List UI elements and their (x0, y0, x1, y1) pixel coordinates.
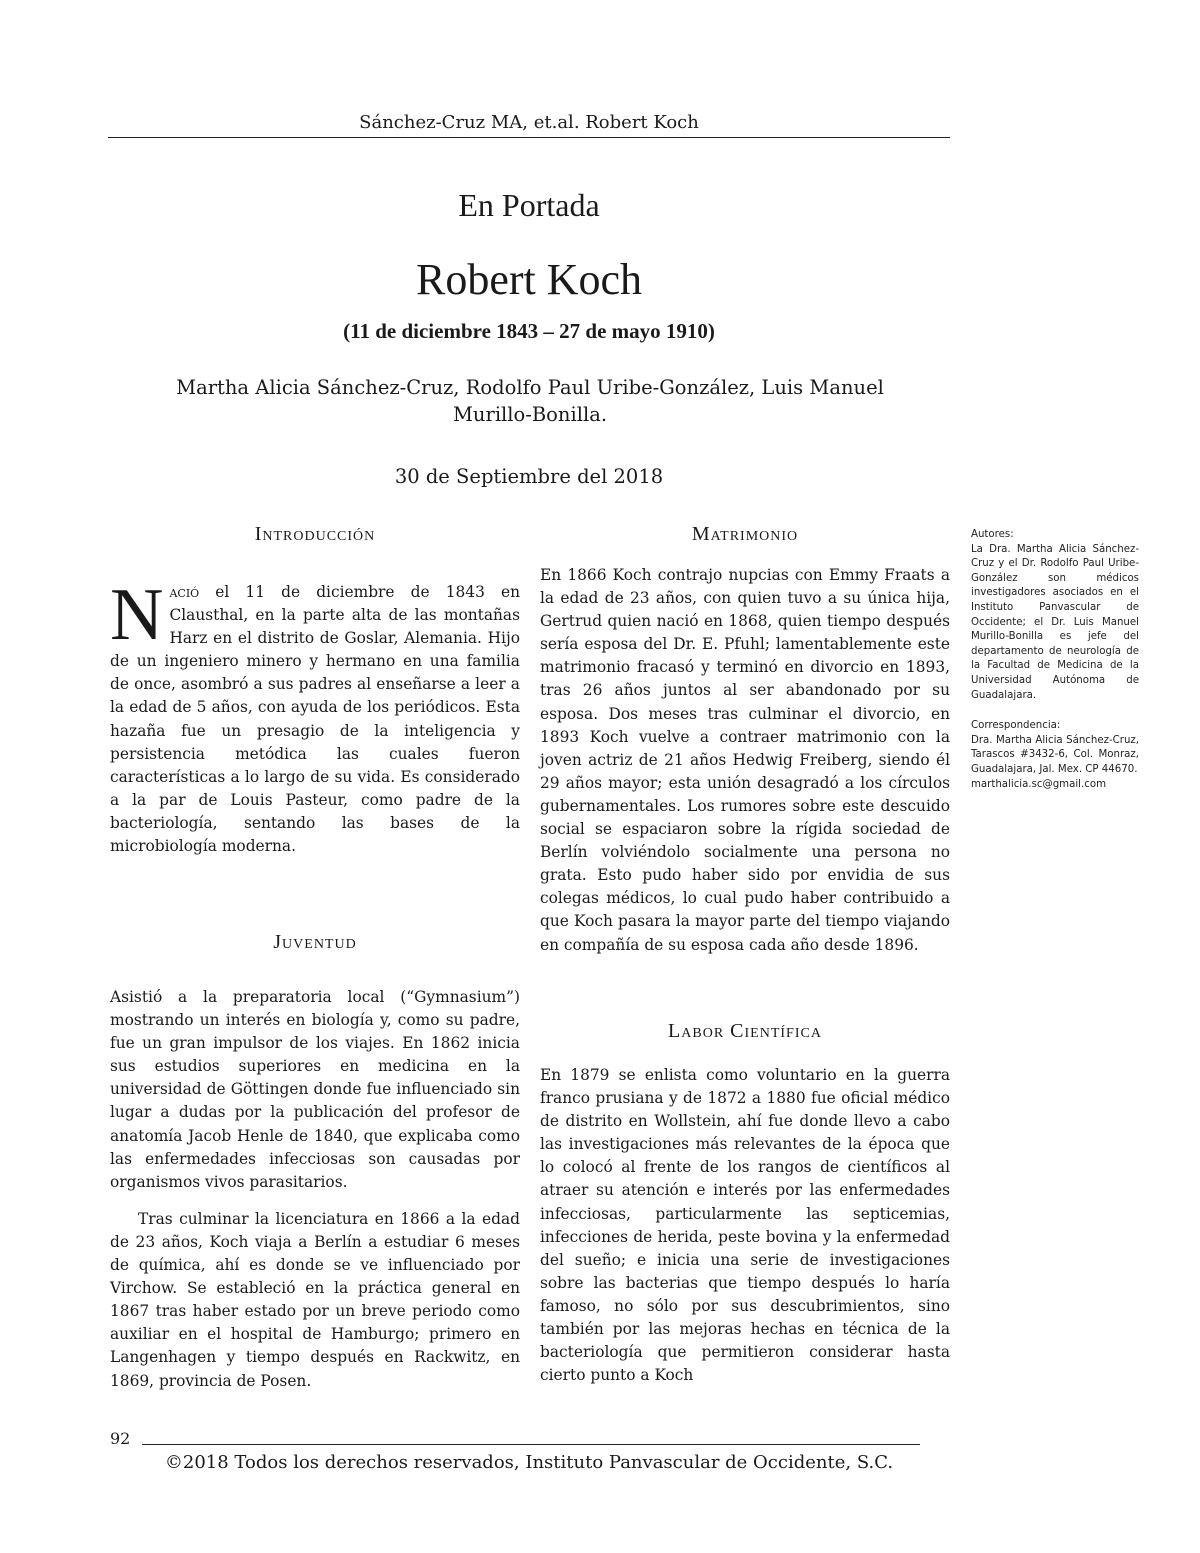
introduccion-paragraph (110, 574, 520, 858)
running-head: Sánchez-Cruz MA, et.al. Robert Koch (359, 112, 699, 133)
life-dates: (11 de diciembre 1843 – 27 de mayo 1910) (343, 319, 715, 343)
author-notes-sidebar (971, 528, 1139, 792)
section-matrimonio (540, 522, 950, 957)
article-title: Robert Koch (415, 255, 643, 304)
heading-labor-cientifica: Labor Científica (668, 1020, 822, 1042)
section-introduccion (110, 522, 520, 858)
heading-juventud: Juventud (273, 931, 357, 953)
first-word-rest: ació (169, 583, 200, 601)
autores-label: Autores: (971, 529, 1014, 540)
introduccion-text: el 11 de diciembre de 1843 en Clausthal, en la parte alta de las montañas Harz en el distrito de Goslar, Alemania. Hijo de un ingeniero minero y hermano en una familia de once, asombró a sus padres al enseñarse a leer a la edad de 5 años, con ayuda de los periódicos. Esta hazaña fue un presagio de la inteligencia y persistencia metódica las cuales fueron características a lo largo de su vida. Es considerado a la par de Louis Pasteur, como padre de la bacteriología, sentando las bases de la microbiología moderna. (110, 583, 520, 856)
juventud-paragraph-2: Tras culminar la licenciatura en 1866 a la edad de 23 años, Koch viaja a Berlín a estudiar 6 meses de química, ahí es donde se ve influenciado por Virchow. Se estableció en la práctica general en 1867 tras haber estado por un breve periodo como auxiliar en el hospital de Hamburgo; primero en Langenhagen y tiempo después en Rackwitz, en 1869, provincia de Posen. (110, 1209, 520, 1390)
autores-text: La Dra. Martha Alicia Sánchez-Cruz y el Dr. Rodolfo Paul Uribe-González son médicos investigadores asociados en el Instituto Panvascular de Occidente; el Dr. Luis Manuel Murillo-Bonilla es jefe del departamento de neurología de la Facultad de Medicina de la Universidad Autónoma de Guadalajara. (971, 543, 1139, 701)
header-rule (108, 137, 950, 138)
section-juventud (110, 930, 520, 1393)
drop-cap: N (110, 574, 164, 656)
publication-date: 30 de Septiembre del 2018 (394, 465, 664, 488)
heading-matrimonio: Matrimonio (691, 523, 799, 545)
correspondencia-text: Dra. Martha Alicia Sánchez-Cruz, Tarascos #3432-6, Col. Monraz, Guadalajara, Jal. Mex. CP 44670. (971, 734, 1139, 775)
page-number: 92 (110, 1429, 131, 1448)
copyright-notice: ©2018 Todos los derechos reservados, Instituto Panvascular de Occidente, S.C. (164, 1452, 894, 1473)
section-kicker: En Portada (458, 187, 600, 223)
footer-rule (142, 1444, 920, 1445)
heading-introduccion: Introducción (254, 523, 376, 545)
juventud-paragraph-1: Asistió a la preparatoria local (“Gymnasium”) mostrando un interés en biología y, como su padre, fue un gran impulsor de los viajes. En 1862 inicia sus estudios superiores en medicina en la universidad de Göttingen donde fue influenciado sin lugar a dudas por la publicación del profesor de anatomía Jacob Henle de 1840, que explicaba como las enfermedades infecciosas son causadas por organismos vivos parasitarios. (110, 988, 520, 1191)
author-list: Martha Alicia Sánchez-Cruz, Rodolfo Paul Uribe-González, Luis Manuel Murillo-Bonilla. (176, 376, 884, 426)
section-labor-cientifica (540, 1019, 950, 1387)
matrimonio-paragraph: En 1866 Koch contrajo nupcias con Emmy Fraats a la edad de 23 años, con quien tuvo a su única hija, Gertrud quien nació en 1868, quien tiempo después sería esposa del Dr. E. Pfuhl; lamentablemente este matrimonio fracasó y terminó en divorcio en 1893, tras 26 años juntos al ser abandonado por su esposa. Dos meses tras culminar el divorcio, en 1893 Koch vuelve a contraer matrimonio con la joven actriz de 21 años Hedwig Freiberg, siendo él 29 años mayor; esta unión desagradó a los círculos gubernamentales. Los rumores sobre este descuido social se espaciaron sobre la rígida sociedad de Berlín volviéndolo socialmente una persona no grata. Esto pudo haber sido por envidia de sus colegas médicos, lo cual pudo haber contribuido a que Koch pasara la mayor parte del tiempo viajando en compañía de su esposa cada año desde 1896. (540, 566, 950, 954)
email-link[interactable]: marthalicia.sc@gmail.com (971, 778, 1107, 790)
correspondencia-label: Correspondencia: (971, 720, 1061, 732)
labor-paragraph: En 1879 se enlista como voluntario en la guerra franco prusiana y de 1872 a 1880 fue oficial médico de distrito en Wollstein, ahí fue donde llevo a cabo las investigaciones más relevantes de la época que lo colocó al frente de los rangos de científicos al atraer su atención e interés por las enfermedades infecciosas, particularmente las septicemias, infecciones de herida, peste bovina y la enfermedad del sueño; e inicia una serie de investigaciones sobre las bacterias que tiempo después lo haría famoso, no sólo por sus descubrimientos, sino también por las mejoras hechas en técnica de la bacteriología que permitieron considerar hasta cierto punto a Koch (540, 1066, 950, 1385)
